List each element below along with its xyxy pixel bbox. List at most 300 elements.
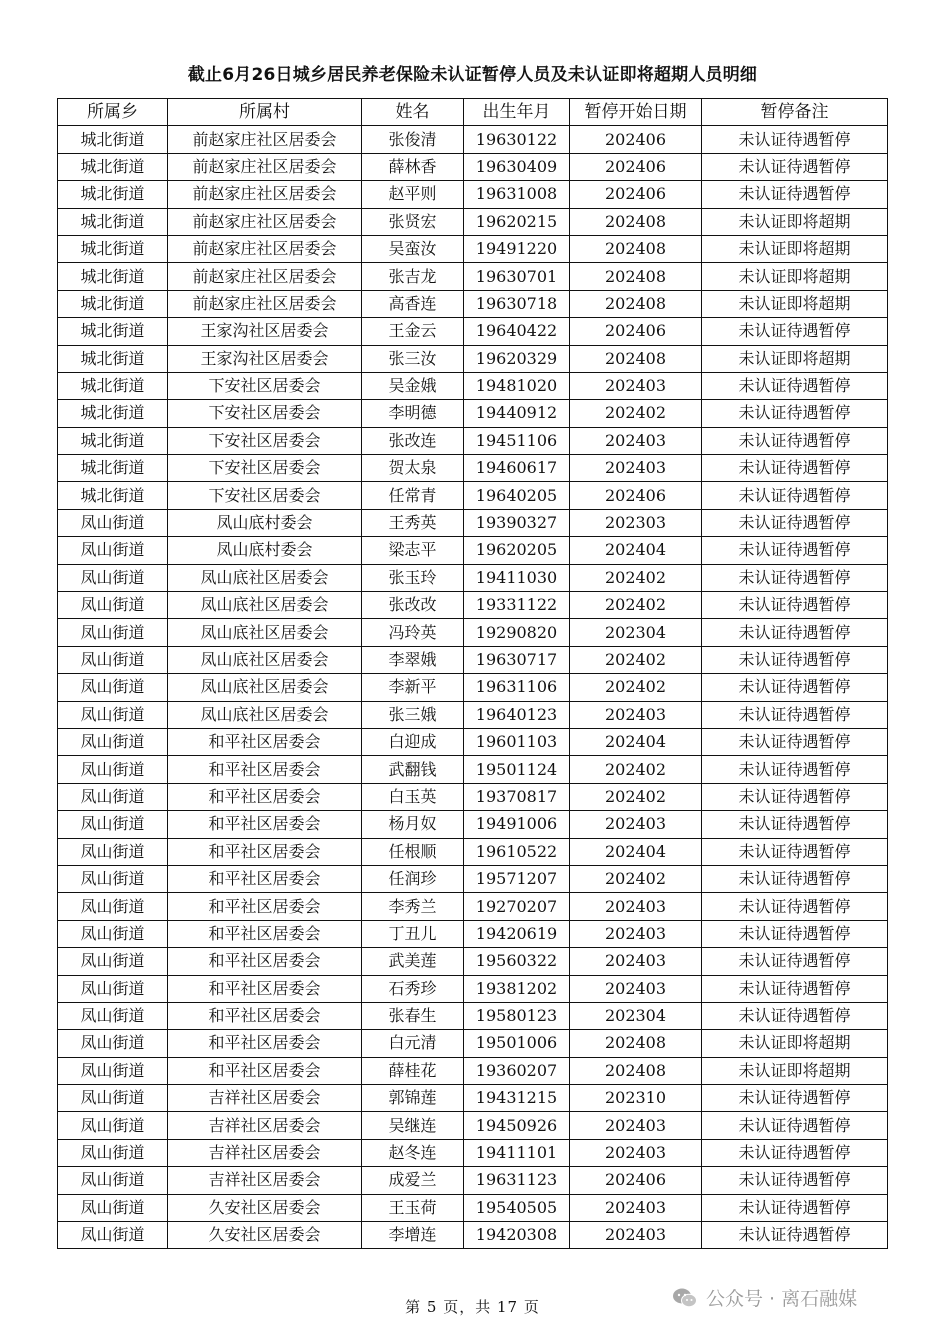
village-cell: 久安社区居委会 xyxy=(168,1222,362,1249)
remark-cell: 未认证待遇暂停 xyxy=(702,372,888,399)
remark-cell: 未认证待遇暂停 xyxy=(702,509,888,536)
birth-date-cell: 19450926 xyxy=(464,1112,570,1139)
table-row xyxy=(58,290,888,317)
village-cell: 前赵家庄社区居委会 xyxy=(168,181,362,208)
name-cell: 张三汝 xyxy=(362,345,464,372)
remark-cell: 未认证即将超期 xyxy=(702,1030,888,1057)
table-row xyxy=(58,920,888,947)
birth-date-cell: 19631106 xyxy=(464,674,570,701)
name-cell: 任根顺 xyxy=(362,838,464,865)
name-cell: 郭锦莲 xyxy=(362,1085,464,1112)
township-cell: 凤山街道 xyxy=(58,948,168,975)
table-row xyxy=(58,1139,888,1166)
table-row xyxy=(58,126,888,153)
remark-cell: 未认证待遇暂停 xyxy=(702,674,888,701)
table-row xyxy=(58,564,888,591)
birth-date-cell: 19270207 xyxy=(464,893,570,920)
township-cell: 凤山街道 xyxy=(58,619,168,646)
suspend-start-cell: 202403 xyxy=(570,701,702,728)
suspend-start-cell: 202402 xyxy=(570,783,702,810)
suspend-start-cell: 202403 xyxy=(570,455,702,482)
township-cell: 凤山街道 xyxy=(58,1057,168,1084)
suspend-start-cell: 202404 xyxy=(570,537,702,564)
name-cell: 李翠娥 xyxy=(362,646,464,673)
table-row xyxy=(58,674,888,701)
name-cell: 杨月奴 xyxy=(362,811,464,838)
township-cell: 凤山街道 xyxy=(58,1167,168,1194)
table-row xyxy=(58,509,888,536)
name-cell: 贺太泉 xyxy=(362,455,464,482)
table-row xyxy=(58,1030,888,1057)
birth-date-cell: 19491220 xyxy=(464,235,570,262)
village-cell: 凤山底社区居委会 xyxy=(168,674,362,701)
remark-cell: 未认证待遇暂停 xyxy=(702,318,888,345)
township-cell: 城北街道 xyxy=(58,153,168,180)
village-cell: 吉祥社区居委会 xyxy=(168,1139,362,1166)
watermark-text: 公众号 · 离石融媒 xyxy=(706,1288,858,1310)
suspend-start-cell: 202403 xyxy=(570,893,702,920)
birth-date-cell: 19580123 xyxy=(464,1002,570,1029)
table-header xyxy=(58,99,888,126)
township-cell: 城北街道 xyxy=(58,290,168,317)
village-cell: 和平社区居委会 xyxy=(168,838,362,865)
village-cell: 前赵家庄社区居委会 xyxy=(168,126,362,153)
remark-cell: 未认证待遇暂停 xyxy=(702,1002,888,1029)
birth-date-cell: 19540505 xyxy=(464,1194,570,1221)
suspend-start-cell: 202404 xyxy=(570,838,702,865)
name-cell: 王秀英 xyxy=(362,509,464,536)
header-suspend-start: 暂停开始日期 xyxy=(570,99,702,126)
table-row xyxy=(58,811,888,838)
table-row xyxy=(58,975,888,1002)
birth-date-cell: 19381202 xyxy=(464,975,570,1002)
name-cell: 王玉荷 xyxy=(362,1194,464,1221)
name-cell: 张俊清 xyxy=(362,126,464,153)
village-cell: 凤山底社区居委会 xyxy=(168,592,362,619)
name-cell: 李新平 xyxy=(362,674,464,701)
suspend-start-cell: 202304 xyxy=(570,1002,702,1029)
suspend-start-cell: 202406 xyxy=(570,482,702,509)
birth-date-cell: 19631008 xyxy=(464,181,570,208)
remark-cell: 未认证待遇暂停 xyxy=(702,811,888,838)
township-cell: 凤山街道 xyxy=(58,1002,168,1029)
suspend-start-cell: 202408 xyxy=(570,208,702,235)
table-row xyxy=(58,208,888,235)
township-cell: 城北街道 xyxy=(58,235,168,262)
suspend-start-cell: 202408 xyxy=(570,290,702,317)
township-cell: 凤山街道 xyxy=(58,838,168,865)
remark-cell: 未认证待遇暂停 xyxy=(702,920,888,947)
name-cell: 张三娥 xyxy=(362,701,464,728)
birth-date-cell: 19331122 xyxy=(464,592,570,619)
remark-cell: 未认证即将超期 xyxy=(702,345,888,372)
watermark xyxy=(672,1284,857,1311)
township-cell: 凤山街道 xyxy=(58,893,168,920)
village-cell: 吉祥社区居委会 xyxy=(168,1167,362,1194)
village-cell: 下安社区居委会 xyxy=(168,372,362,399)
township-cell: 凤山街道 xyxy=(58,701,168,728)
suspend-start-cell: 202404 xyxy=(570,728,702,755)
table-row xyxy=(58,181,888,208)
remark-cell: 未认证待遇暂停 xyxy=(702,427,888,454)
remark-cell: 未认证待遇暂停 xyxy=(702,1167,888,1194)
remark-cell: 未认证待遇暂停 xyxy=(702,482,888,509)
suspend-start-cell: 202303 xyxy=(570,509,702,536)
name-cell: 张吉龙 xyxy=(362,263,464,290)
suspend-start-cell: 202408 xyxy=(570,235,702,262)
remark-cell: 未认证待遇暂停 xyxy=(702,975,888,1002)
name-cell: 赵平则 xyxy=(362,181,464,208)
roster-table xyxy=(57,98,888,1249)
remark-cell: 未认证待遇暂停 xyxy=(702,893,888,920)
page-title: 截止6月26日城乡居民养老保险未认证暂停人员及未认证即将超期人员明细 xyxy=(187,65,758,85)
table-row xyxy=(58,235,888,262)
header-name: 姓名 xyxy=(362,99,464,126)
suspend-start-cell: 202402 xyxy=(570,592,702,619)
village-cell: 下安社区居委会 xyxy=(168,455,362,482)
table-row xyxy=(58,153,888,180)
table-row xyxy=(58,537,888,564)
township-cell: 凤山街道 xyxy=(58,1030,168,1057)
birth-date-cell: 19460617 xyxy=(464,455,570,482)
township-cell: 城北街道 xyxy=(58,318,168,345)
remark-cell: 未认证待遇暂停 xyxy=(702,1112,888,1139)
remark-cell: 未认证待遇暂停 xyxy=(702,126,888,153)
township-cell: 城北街道 xyxy=(58,482,168,509)
birth-date-cell: 19601103 xyxy=(464,728,570,755)
remark-cell: 未认证待遇暂停 xyxy=(702,783,888,810)
village-cell: 凤山底社区居委会 xyxy=(168,646,362,673)
birth-date-cell: 19640123 xyxy=(464,701,570,728)
name-cell: 高香连 xyxy=(362,290,464,317)
remark-cell: 未认证待遇暂停 xyxy=(702,756,888,783)
birth-date-cell: 19610522 xyxy=(464,838,570,865)
name-cell: 吴继连 xyxy=(362,1112,464,1139)
footer-page-number: 5 xyxy=(426,1298,438,1316)
suspend-start-cell: 202402 xyxy=(570,674,702,701)
township-cell: 城北街道 xyxy=(58,455,168,482)
birth-date-cell: 19620329 xyxy=(464,345,570,372)
name-cell: 梁志平 xyxy=(362,537,464,564)
suspend-start-cell: 202408 xyxy=(570,1030,702,1057)
village-cell: 凤山底社区居委会 xyxy=(168,701,362,728)
name-cell: 冯玲英 xyxy=(362,619,464,646)
township-cell: 凤山街道 xyxy=(58,783,168,810)
birth-date-cell: 19491006 xyxy=(464,811,570,838)
township-cell: 城北街道 xyxy=(58,208,168,235)
township-cell: 凤山街道 xyxy=(58,564,168,591)
suspend-start-cell: 202403 xyxy=(570,1194,702,1221)
township-cell: 城北街道 xyxy=(58,345,168,372)
name-cell: 任常青 xyxy=(362,482,464,509)
name-cell: 吴蛮汝 xyxy=(362,235,464,262)
birth-date-cell: 19440912 xyxy=(464,400,570,427)
village-cell: 和平社区居委会 xyxy=(168,1057,362,1084)
suspend-start-cell: 202403 xyxy=(570,427,702,454)
township-cell: 城北街道 xyxy=(58,372,168,399)
table-row xyxy=(58,1085,888,1112)
remark-cell: 未认证待遇暂停 xyxy=(702,455,888,482)
birth-date-cell: 19640422 xyxy=(464,318,570,345)
remark-cell: 未认证待遇暂停 xyxy=(702,564,888,591)
township-cell: 凤山街道 xyxy=(58,1194,168,1221)
table-row xyxy=(58,893,888,920)
remark-cell: 未认证待遇暂停 xyxy=(702,153,888,180)
birth-date-cell: 19390327 xyxy=(464,509,570,536)
village-cell: 王家沟社区居委会 xyxy=(168,345,362,372)
village-cell: 前赵家庄社区居委会 xyxy=(168,153,362,180)
remark-cell: 未认证待遇暂停 xyxy=(702,728,888,755)
suspend-start-cell: 202402 xyxy=(570,756,702,783)
table-body xyxy=(58,126,888,1249)
birth-date-cell: 19420308 xyxy=(464,1222,570,1249)
header-township: 所属乡 xyxy=(58,99,168,126)
birth-date-cell: 19630718 xyxy=(464,290,570,317)
birth-date-cell: 19631123 xyxy=(464,1167,570,1194)
suspend-start-cell: 202402 xyxy=(570,865,702,892)
table-row xyxy=(58,838,888,865)
remark-cell: 未认证即将超期 xyxy=(702,263,888,290)
township-cell: 城北街道 xyxy=(58,427,168,454)
township-cell: 凤山街道 xyxy=(58,537,168,564)
village-cell: 和平社区居委会 xyxy=(168,1002,362,1029)
footer-middle: 页，共 xyxy=(443,1298,492,1316)
village-cell: 王家沟社区居委会 xyxy=(168,318,362,345)
name-cell: 张玉玲 xyxy=(362,564,464,591)
birth-date-cell: 19620215 xyxy=(464,208,570,235)
suspend-start-cell: 202406 xyxy=(570,126,702,153)
village-cell: 吉祥社区居委会 xyxy=(168,1112,362,1139)
footer-prefix: 第 xyxy=(405,1298,422,1316)
remark-cell: 未认证待遇暂停 xyxy=(702,592,888,619)
table-row xyxy=(58,1057,888,1084)
remark-cell: 未认证待遇暂停 xyxy=(702,537,888,564)
birth-date-cell: 19560322 xyxy=(464,948,570,975)
suspend-start-cell: 202402 xyxy=(570,564,702,591)
suspend-start-cell: 202402 xyxy=(570,400,702,427)
suspend-start-cell: 202402 xyxy=(570,646,702,673)
header-row xyxy=(58,99,888,126)
name-cell: 白玉英 xyxy=(362,783,464,810)
township-cell: 城北街道 xyxy=(58,400,168,427)
birth-date-cell: 19360207 xyxy=(464,1057,570,1084)
table-row xyxy=(58,318,888,345)
name-cell: 张改改 xyxy=(362,592,464,619)
remark-cell: 未认证待遇暂停 xyxy=(702,865,888,892)
table-row xyxy=(58,728,888,755)
table-row xyxy=(58,756,888,783)
suspend-start-cell: 202408 xyxy=(570,345,702,372)
name-cell: 丁丑儿 xyxy=(362,920,464,947)
remark-cell: 未认证待遇暂停 xyxy=(702,181,888,208)
village-cell: 下安社区居委会 xyxy=(168,482,362,509)
remark-cell: 未认证待遇暂停 xyxy=(702,701,888,728)
remark-cell: 未认证即将超期 xyxy=(702,235,888,262)
table-row xyxy=(58,1167,888,1194)
table-row xyxy=(58,619,888,646)
village-cell: 和平社区居委会 xyxy=(168,811,362,838)
village-cell: 下安社区居委会 xyxy=(168,427,362,454)
township-cell: 凤山街道 xyxy=(58,1222,168,1249)
birth-date-cell: 19370817 xyxy=(464,783,570,810)
village-cell: 前赵家庄社区居委会 xyxy=(168,290,362,317)
suspend-start-cell: 202408 xyxy=(570,1057,702,1084)
village-cell: 前赵家庄社区居委会 xyxy=(168,263,362,290)
village-cell: 下安社区居委会 xyxy=(168,400,362,427)
village-cell: 和平社区居委会 xyxy=(168,920,362,947)
birth-date-cell: 19411030 xyxy=(464,564,570,591)
suspend-start-cell: 202406 xyxy=(570,181,702,208)
suspend-start-cell: 202403 xyxy=(570,1112,702,1139)
township-cell: 凤山街道 xyxy=(58,646,168,673)
name-cell: 吴金娥 xyxy=(362,372,464,399)
birth-date-cell: 19411101 xyxy=(464,1139,570,1166)
name-cell: 王金云 xyxy=(362,318,464,345)
township-cell: 凤山街道 xyxy=(58,728,168,755)
village-cell: 凤山底社区居委会 xyxy=(168,564,362,591)
remark-cell: 未认证即将超期 xyxy=(702,290,888,317)
remark-cell: 未认证待遇暂停 xyxy=(702,1139,888,1166)
name-cell: 薛林香 xyxy=(362,153,464,180)
birth-date-cell: 19451106 xyxy=(464,427,570,454)
table-row xyxy=(58,345,888,372)
name-cell: 张改连 xyxy=(362,427,464,454)
village-cell: 凤山底村委会 xyxy=(168,537,362,564)
suspend-start-cell: 202403 xyxy=(570,372,702,399)
township-cell: 凤山街道 xyxy=(58,975,168,1002)
table-row xyxy=(58,372,888,399)
remark-cell: 未认证待遇暂停 xyxy=(702,1194,888,1221)
township-cell: 城北街道 xyxy=(58,263,168,290)
remark-cell: 未认证待遇暂停 xyxy=(702,948,888,975)
name-cell: 李明德 xyxy=(362,400,464,427)
name-cell: 白迎成 xyxy=(362,728,464,755)
table-row xyxy=(58,701,888,728)
birth-date-cell: 19431215 xyxy=(464,1085,570,1112)
village-cell: 和平社区居委会 xyxy=(168,728,362,755)
township-cell: 城北街道 xyxy=(58,181,168,208)
remark-cell: 未认证待遇暂停 xyxy=(702,646,888,673)
village-cell: 前赵家庄社区居委会 xyxy=(168,208,362,235)
village-cell: 和平社区居委会 xyxy=(168,783,362,810)
remark-cell: 未认证即将超期 xyxy=(702,1057,888,1084)
township-cell: 城北街道 xyxy=(58,126,168,153)
birth-date-cell: 19630122 xyxy=(464,126,570,153)
name-cell: 武翻钱 xyxy=(362,756,464,783)
birth-date-cell: 19501124 xyxy=(464,756,570,783)
table-row xyxy=(58,1002,888,1029)
table-row xyxy=(58,646,888,673)
table-row xyxy=(58,1194,888,1221)
table-row xyxy=(58,427,888,454)
township-cell: 凤山街道 xyxy=(58,592,168,619)
suspend-start-cell: 202403 xyxy=(570,975,702,1002)
remark-cell: 未认证即将超期 xyxy=(702,208,888,235)
birth-date-cell: 19630701 xyxy=(464,263,570,290)
township-cell: 凤山街道 xyxy=(58,674,168,701)
name-cell: 张春生 xyxy=(362,1002,464,1029)
suspend-start-cell: 202403 xyxy=(570,920,702,947)
village-cell: 和平社区居委会 xyxy=(168,975,362,1002)
township-cell: 凤山街道 xyxy=(58,1112,168,1139)
table-row xyxy=(58,948,888,975)
header-village: 所属村 xyxy=(168,99,362,126)
township-cell: 凤山街道 xyxy=(58,920,168,947)
table-row xyxy=(58,482,888,509)
village-cell: 凤山底社区居委会 xyxy=(168,619,362,646)
birth-date-cell: 19620205 xyxy=(464,537,570,564)
village-cell: 和平社区居委会 xyxy=(168,948,362,975)
remark-cell: 未认证待遇暂停 xyxy=(702,1085,888,1112)
village-cell: 和平社区居委会 xyxy=(168,893,362,920)
suspend-start-cell: 202403 xyxy=(570,1222,702,1249)
table-row xyxy=(58,400,888,427)
name-cell: 李增连 xyxy=(362,1222,464,1249)
footer-total-pages: 17 xyxy=(497,1298,519,1316)
name-cell: 李秀兰 xyxy=(362,893,464,920)
village-cell: 凤山底村委会 xyxy=(168,509,362,536)
remark-cell: 未认证待遇暂停 xyxy=(702,838,888,865)
remark-cell: 未认证待遇暂停 xyxy=(702,400,888,427)
name-cell: 成爱兰 xyxy=(362,1167,464,1194)
suspend-start-cell: 202408 xyxy=(570,263,702,290)
name-cell: 张贤宏 xyxy=(362,208,464,235)
table-row xyxy=(58,1112,888,1139)
township-cell: 凤山街道 xyxy=(58,865,168,892)
suspend-start-cell: 202403 xyxy=(570,1139,702,1166)
village-cell: 吉祥社区居委会 xyxy=(168,1085,362,1112)
name-cell: 薛桂花 xyxy=(362,1057,464,1084)
header-birth-date: 出生年月 xyxy=(464,99,570,126)
township-cell: 凤山街道 xyxy=(58,1085,168,1112)
birth-date-cell: 19630409 xyxy=(464,153,570,180)
table-row xyxy=(58,865,888,892)
village-cell: 前赵家庄社区居委会 xyxy=(168,235,362,262)
footer-suffix: 页 xyxy=(523,1298,540,1316)
name-cell: 赵冬连 xyxy=(362,1139,464,1166)
village-cell: 和平社区居委会 xyxy=(168,865,362,892)
township-cell: 凤山街道 xyxy=(58,509,168,536)
suspend-start-cell: 202310 xyxy=(570,1085,702,1112)
suspend-start-cell: 202406 xyxy=(570,153,702,180)
suspend-start-cell: 202403 xyxy=(570,948,702,975)
name-cell: 武美莲 xyxy=(362,948,464,975)
suspend-start-cell: 202403 xyxy=(570,811,702,838)
township-cell: 凤山街道 xyxy=(58,811,168,838)
village-cell: 和平社区居委会 xyxy=(168,756,362,783)
table-row xyxy=(58,592,888,619)
village-cell: 和平社区居委会 xyxy=(168,1030,362,1057)
township-cell: 凤山街道 xyxy=(58,1139,168,1166)
name-cell: 石秀珍 xyxy=(362,975,464,1002)
name-cell: 白元清 xyxy=(362,1030,464,1057)
township-cell: 凤山街道 xyxy=(58,756,168,783)
birth-date-cell: 19501006 xyxy=(464,1030,570,1057)
table-row xyxy=(58,455,888,482)
birth-date-cell: 19630717 xyxy=(464,646,570,673)
birth-date-cell: 19290820 xyxy=(464,619,570,646)
suspend-start-cell: 202304 xyxy=(570,619,702,646)
header-remark: 暂停备注 xyxy=(702,99,888,126)
table-row xyxy=(58,263,888,290)
birth-date-cell: 19640205 xyxy=(464,482,570,509)
birth-date-cell: 19571207 xyxy=(464,865,570,892)
village-cell: 久安社区居委会 xyxy=(168,1194,362,1221)
suspend-start-cell: 202406 xyxy=(570,318,702,345)
wechat-icon xyxy=(672,1287,698,1309)
remark-cell: 未认证待遇暂停 xyxy=(702,1222,888,1249)
table-row xyxy=(58,783,888,810)
